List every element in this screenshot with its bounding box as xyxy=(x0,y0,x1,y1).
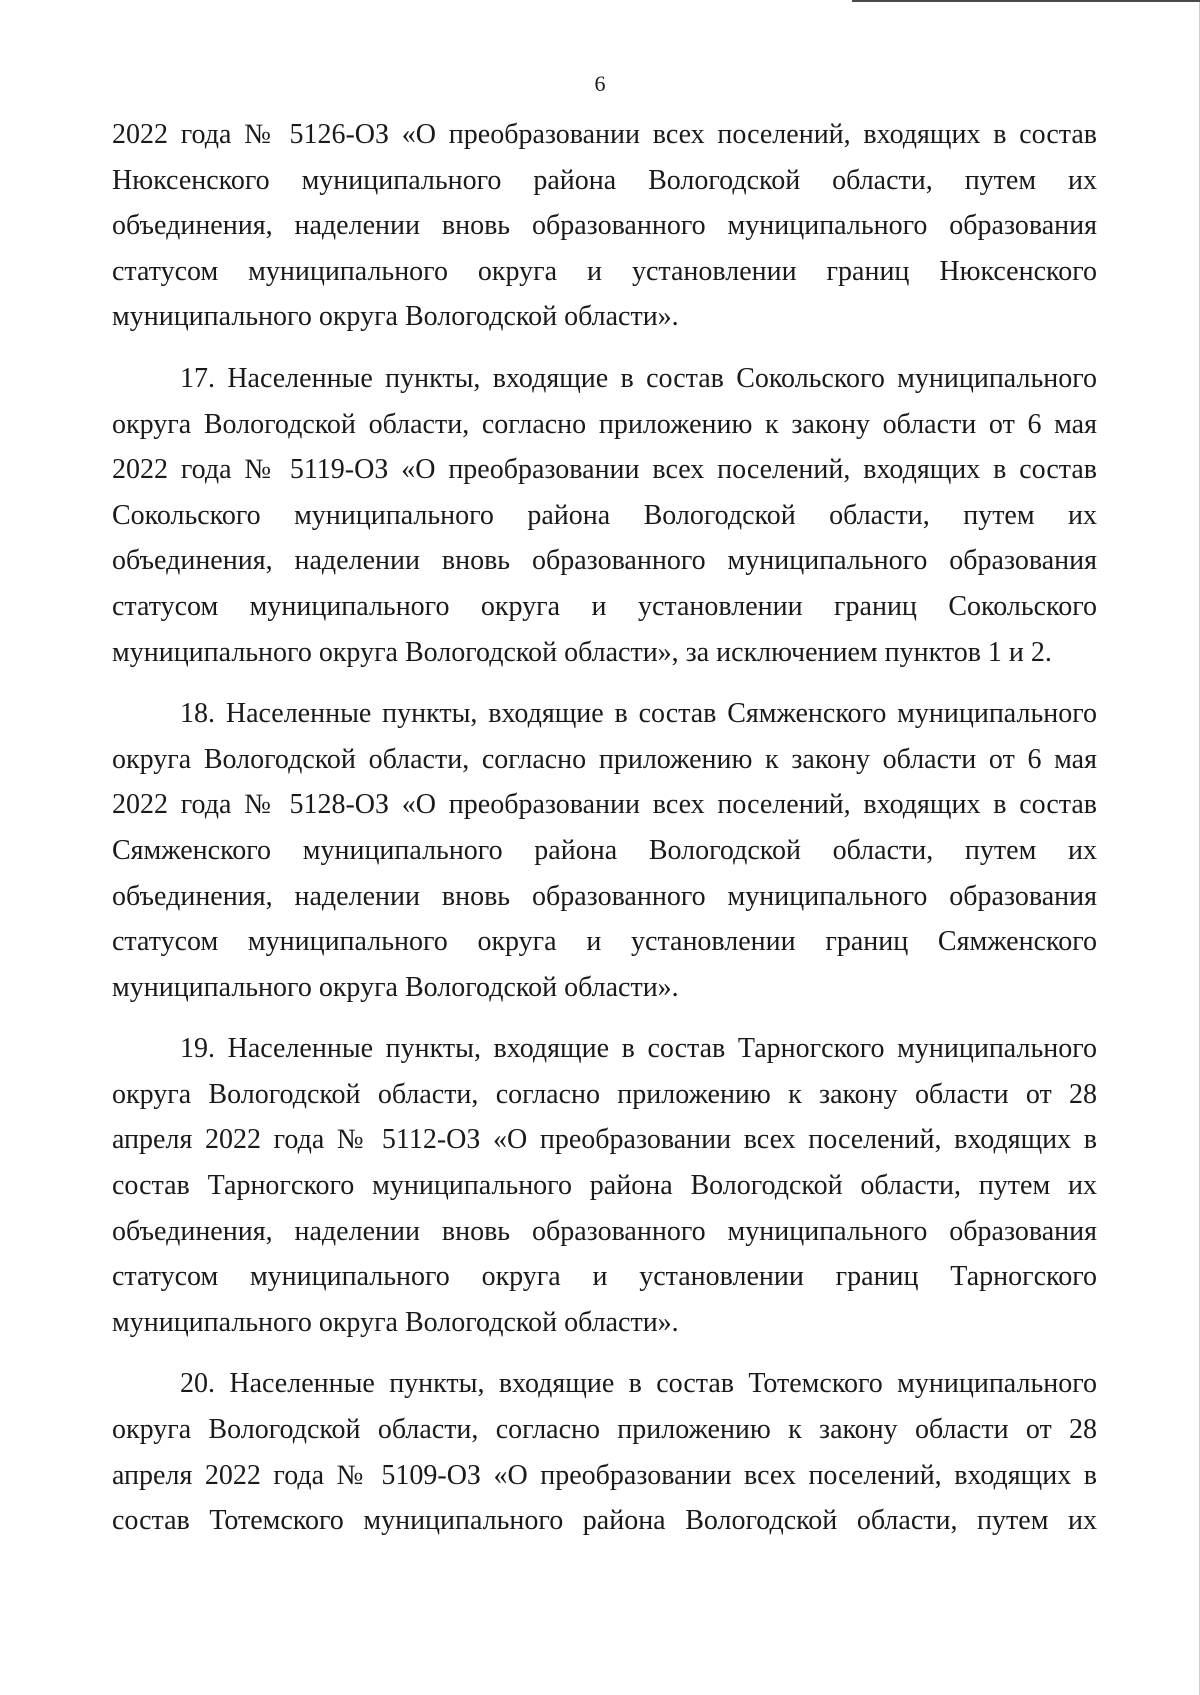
text-line: 20. Населенные пункты, входящие в состав Тотемского муниципального xyxy=(180,1368,1097,1400)
paragraph-gap xyxy=(112,675,1097,691)
text-line: статусом муниципального округа и установлении границ Нюксенского xyxy=(112,255,1097,287)
text-line: статусом муниципального округа и установлении границ Сокольского xyxy=(112,590,1097,622)
text-line: муниципального округа Вологодской области». xyxy=(112,971,679,1003)
text-line: 17. Населенные пункты, входящие в состав Сокольского муниципального xyxy=(180,362,1097,394)
document-body xyxy=(112,112,1097,1544)
text-line: объединения, наделении вновь образованного муниципального образования xyxy=(112,545,1097,577)
text-line: Сямженского муниципального района Вологодской области, путем их xyxy=(112,834,1097,866)
text-line: 2022 года № 5126-ОЗ «О преобразовании всех поселений, входящих в состав xyxy=(112,119,1097,150)
text-line: апреля 2022 года № 5109-ОЗ «О преобразовании всех поселений, входящих в xyxy=(112,1459,1097,1491)
scan-top-rule xyxy=(852,0,1200,2)
paragraph xyxy=(112,1026,1097,1345)
text-line: состав Тарногского муниципального района Вологодской области, путем их xyxy=(112,1170,1097,1202)
text-line: округа Вологодской области, согласно приложению к закону области от 6 мая xyxy=(112,743,1097,775)
text-line: состав Тотемского муниципального района Вологодской области, путем их xyxy=(112,1505,1097,1537)
paragraph xyxy=(112,356,1097,675)
paragraph-gap xyxy=(112,1345,1097,1361)
text-line: 18. Населенные пункты, входящие в состав Сямженского муниципального xyxy=(180,698,1097,730)
text-line: 2022 года № 5119-ОЗ «О преобразовании всех поселений, входящих в состав xyxy=(112,454,1097,486)
text-line: округа Вологодской области, согласно приложению к закону области от 6 мая xyxy=(112,408,1097,440)
text-line: объединения, наделении вновь образованного муниципального образования xyxy=(112,1215,1097,1247)
text-line: Нюксенского муниципального района Вологодской области, путем их xyxy=(112,164,1097,196)
text-line: объединения, наделении вновь образованного муниципального образования xyxy=(112,210,1097,242)
text-line: Сокольского муниципального района Вологодской области, путем их xyxy=(112,499,1097,531)
text-line: округа Вологодской области, согласно приложению к закону области от 28 xyxy=(112,1078,1097,1110)
paragraph xyxy=(112,1361,1097,1543)
text-line: 2022 года № 5128-ОЗ «О преобразовании всех поселений, входящих в состав xyxy=(112,789,1097,821)
text-line: статусом муниципального округа и установлении границ Сямженского xyxy=(112,926,1097,958)
text-line: 19. Населенные пункты, входящие в состав Тарногского муниципального xyxy=(180,1033,1097,1065)
text-line: апреля 2022 года № 5112-ОЗ «О преобразовании всех поселений, входящих в xyxy=(112,1124,1097,1156)
text-line: муниципального округа Вологодской области», за исключением пунктов 1 и 2. xyxy=(112,636,1052,668)
paragraph-gap xyxy=(112,340,1097,356)
text-line: объединения, наделении вновь образованного муниципального образования xyxy=(112,880,1097,912)
text-line: статусом муниципального округа и установлении границ Тарногского xyxy=(112,1261,1097,1293)
text-line: муниципального округа Вологодской области». xyxy=(112,301,679,333)
page-number: 6 xyxy=(594,71,606,96)
paragraph xyxy=(112,112,1097,340)
text-line: округа Вологодской области, согласно приложению к закону области от 28 xyxy=(112,1414,1097,1446)
paragraph xyxy=(112,691,1097,1010)
text-line: муниципального округа Вологодской области». xyxy=(112,1306,679,1338)
paragraph-gap xyxy=(112,1010,1097,1026)
